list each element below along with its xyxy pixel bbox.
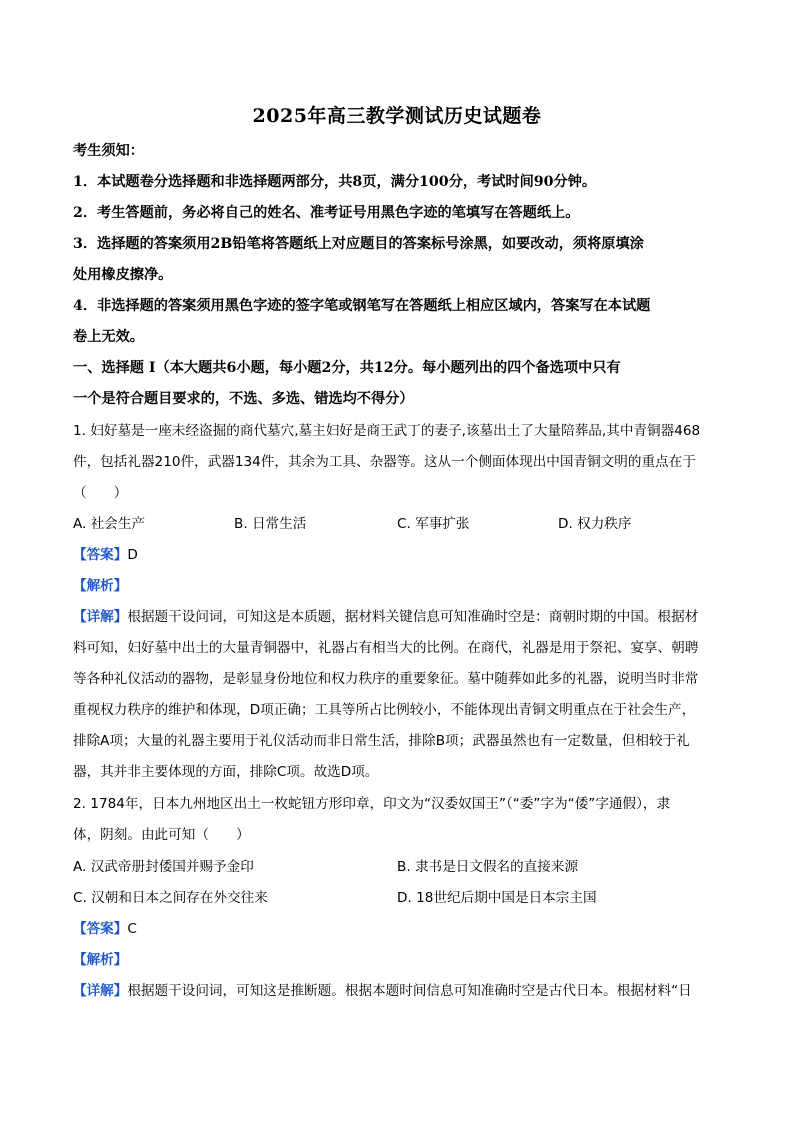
q1-stem-line-2: 件，包括礼器210件，武器134件，其余为工具、杂器等。这从一个侧面体现出中国青铜文明的重点在于 bbox=[73, 454, 696, 470]
analysis-tag: 【解析】 bbox=[73, 952, 128, 968]
q2-answer bbox=[73, 919, 733, 939]
answer-tag: 【答案】 bbox=[73, 547, 128, 563]
q1-option-d: D. 权力秩序 bbox=[558, 516, 632, 532]
q2-stem-line-1: 2. 1784年，日本九州地区出土一枚蛇钮方形印章，印文为“汉委奴国王”（“委”字为“倭”字通假），隶 bbox=[73, 796, 671, 812]
page-title: 2025年高三教学测试历史试题卷 bbox=[252, 105, 542, 127]
q2-option-b: B. 隶书是日文假名的直接来源 bbox=[397, 859, 579, 875]
q1-detail-line-4: 重视权力秩序的维护和体现，D项正确；工具等所占比例较小，不能体现出青铜文明重点在于社会生产， bbox=[73, 702, 696, 718]
q2-stem-line-2: 体，阴刻。由此可知（ ） bbox=[73, 827, 250, 843]
notice-item-1: 1．本试题卷分选择题和非选择题两部分，共8页，满分100分，考试时间90分钟。 bbox=[73, 174, 597, 190]
q1-option-a: A. 社会生产 bbox=[73, 516, 146, 532]
analysis-tag: 【解析】 bbox=[73, 578, 128, 594]
answer-tag: 【答案】 bbox=[73, 921, 128, 937]
notice-item-3: 3．选择题的答案须用2B铅笔将答题纸上对应题目的答案标号涂黑，如要改动，须将原填涂 bbox=[73, 236, 644, 252]
notice-heading: 考生须知： bbox=[73, 143, 144, 159]
q1-detail-line-3: 等各种礼仪活动的器物，是彰显身份地位和权力秩序的重要象征。墓中随葬如此多的礼器，说明当时非常 bbox=[73, 671, 699, 687]
q1-analysis-heading bbox=[73, 576, 733, 596]
section-heading-cont: 一个是符合题目要求的，不选、多选、错选均不得分） bbox=[73, 391, 414, 407]
q1-detail-line-1 bbox=[73, 607, 733, 627]
notice-item-3-cont: 处用橡皮擦净。 bbox=[73, 267, 173, 283]
q1-detail-line-5: 排除A项；大量的礼器主要用于礼仪活动而非日常生活，排除B项；武器虽然也有一定数量，但相较于礼 bbox=[73, 733, 690, 749]
q2-option-a: A. 汉武帝册封倭国并赐予金印 bbox=[73, 859, 254, 875]
q1-detail-text-1: 根据题干设问词，可知这是本质题，据材料关键信息可知准确时空是：商朝时期的中国。根据材 bbox=[127, 609, 699, 625]
q2-detail-text-1: 根据题干设问词，可知这是推断题。根据本题时间信息可知准确时空是古代日本。根据材料“日 bbox=[127, 983, 692, 999]
notice-item-4: 4．非选择题的答案须用黑色字迹的签字笔或钢笔写在答题纸上相应区域内，答案写在本试题 bbox=[73, 298, 651, 314]
q2-answer-value: C bbox=[127, 921, 137, 937]
notice-item-4-cont: 卷上无效。 bbox=[73, 329, 144, 345]
q2-analysis-heading bbox=[73, 950, 733, 970]
q2-detail-line-1 bbox=[73, 981, 733, 1001]
q1-answer-value: D bbox=[127, 547, 138, 563]
section-heading: 一、选择题 Ⅰ（本大题共6小题，每小题2分，共12分。每小题列出的四个备选项中只有 bbox=[73, 360, 621, 376]
q1-detail-line-6: 器，其并非主要体现的方面，排除C项。故选D项。 bbox=[73, 764, 379, 780]
q1-detail-line-2: 料可知，妇好墓中出土的大量青铜器中，礼器占有相当大的比例。在商代，礼器是用于祭祀、宴享、朝聘 bbox=[73, 640, 699, 656]
q2-option-d: D. 18世纪后期中国是日本宗主国 bbox=[397, 890, 597, 906]
q1-option-b: B. 日常生活 bbox=[234, 516, 307, 532]
q2-option-c: C. 汉朝和日本之间存在外交往来 bbox=[73, 890, 268, 906]
q1-option-c: C. 军事扩张 bbox=[397, 516, 470, 532]
q1-answer bbox=[73, 545, 733, 565]
q1-stem-line-3: （ ） bbox=[73, 485, 128, 501]
notice-item-2: 2．考生答题前，务必将自己的姓名、准考证号用黑色字迹的笔填写在答题纸上。 bbox=[73, 205, 580, 221]
detail-tag: 【详解】 bbox=[73, 609, 128, 625]
detail-tag: 【详解】 bbox=[73, 983, 128, 999]
q1-stem-line-1: 1. 妇好墓是一座未经盗掘的商代墓穴,墓主妇好是商王武丁的妻子,该墓出土了大量陪葬品,其中青铜器468 bbox=[73, 423, 701, 439]
